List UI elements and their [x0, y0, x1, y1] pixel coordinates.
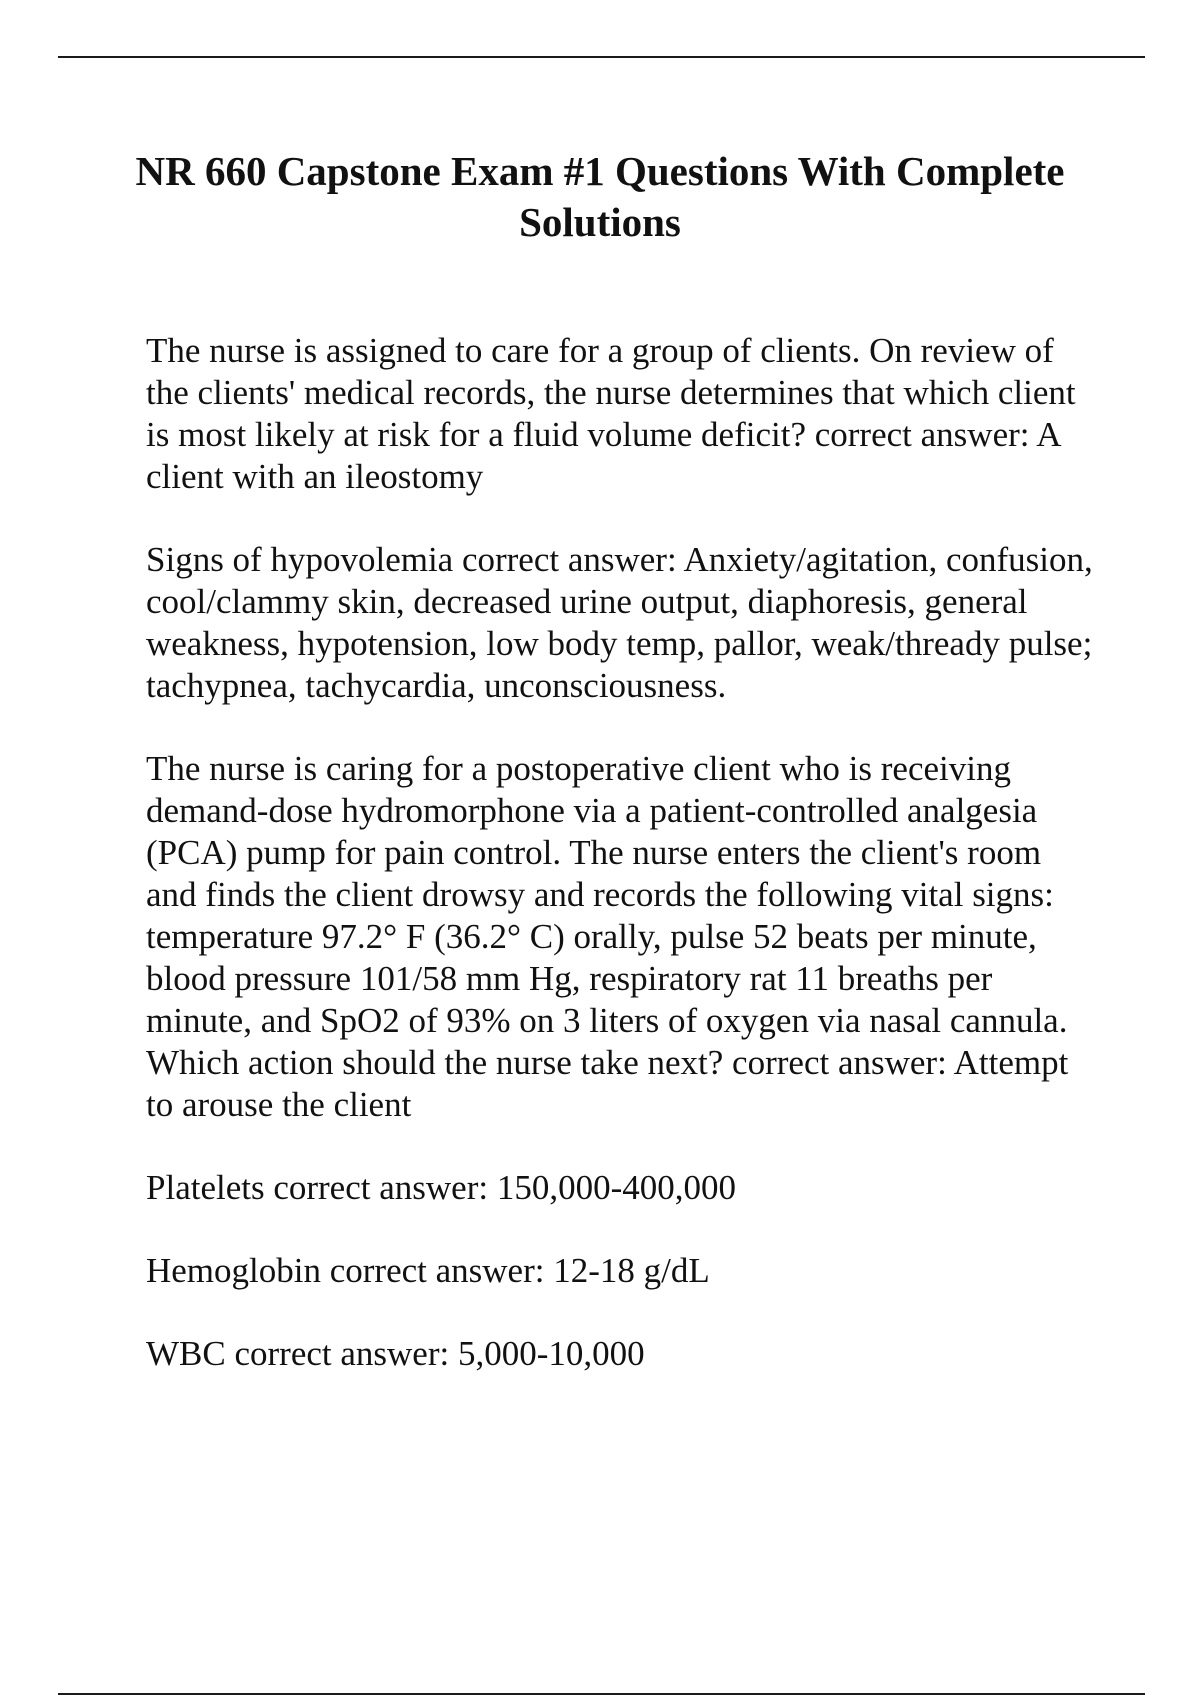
qa-entry-hemoglobin: Hemoglobin correct answer: 12-18 g/dL	[146, 1251, 710, 1290]
qa-entry-pca-vitals: The nurse is caring for a postoperative client who is receiving demand-dose hydromorphone via a patient-controlled analgesia (PCA) pump for pain control. The nurse enters the client's room and finds the client drowsy and records the following vital signs: temperature 97.2° F (36.2° C) orally, pulse 52 beats per minute, blood pressure 101/58 mm Hg, respiratory rat 11 breaths per minute, and SpO2 of 93% on 3 liters of oxygen via nasal cannula. Which action should the nurse take next? correct answer: Attempt to arouse the client	[146, 749, 1069, 1124]
page-title: NR 660 Capstone Exam #1 Questions With Complete Solutions	[135, 148, 1065, 245]
qa-entry-hypovolemia: Signs of hypovolemia correct answer: Anxiety/agitation, confusion, cool/clammy skin, decreased urine output, diaphoresis, general weakness, hypotension, low body temp, pallor, weak/thready pulse; tachypnea, tachycardia, unconsciousness.	[146, 540, 1093, 705]
bottom-divider	[58, 1693, 1145, 1695]
qa-entry-fluid-deficit: The nurse is assigned to care for a group of clients. On review of the clients' medical records, the nurse determines that which client is most likely at risk for a fluid volume deficit? correct answer: A client with an ileostomy	[146, 331, 1076, 496]
document-body	[146, 330, 1100, 1416]
top-divider	[58, 56, 1145, 58]
qa-entry-platelets: Platelets correct answer: 150,000-400,000	[146, 1168, 736, 1207]
qa-entry-wbc: WBC correct answer: 5,000-10,000	[146, 1334, 645, 1373]
